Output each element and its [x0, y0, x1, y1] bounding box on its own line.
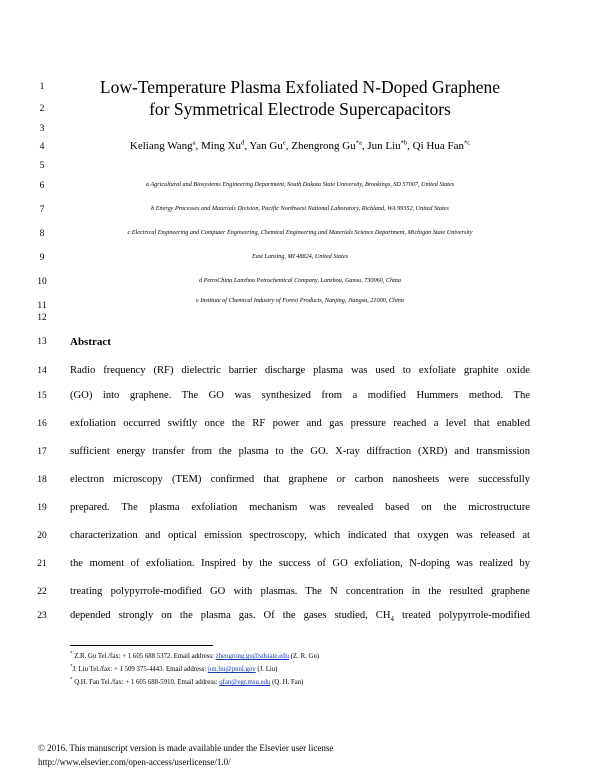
author-name: Yan Gu — [249, 140, 283, 152]
footnote-text: (Q. H. Fan) — [270, 679, 304, 686]
line-number: 14 — [37, 366, 47, 376]
email-link[interactable]: jun.liu@pnnl.gov — [207, 666, 256, 673]
abstract-heading: Abstract — [70, 336, 111, 348]
line-number: 22 — [37, 587, 47, 597]
footnote-text: Z.R. Gu Tel./fax: + 1 605 688 5372. Email address: — [72, 653, 216, 660]
subscript: 4 — [390, 615, 394, 624]
abstract-line: sufficient energy transfer from the plasma to the GO. X-ray diffraction (XRD) and transmission — [70, 446, 530, 457]
affiliation: East Lansing, MI 48824, United States — [251, 253, 349, 260]
footnote-text: (J. Liu) — [255, 666, 278, 673]
line-number: 20 — [37, 531, 47, 541]
author-name: Jun Liu — [367, 140, 401, 152]
author-affiliation-mark: *c — [463, 139, 471, 147]
line-number: 17 — [37, 447, 47, 457]
footnote — [70, 652, 319, 661]
author-separator: , — [244, 140, 250, 152]
paper-title-line-1: Low-Temperature Plasma Exfoliated N-Doped Graphene — [99, 77, 501, 97]
author-list — [60, 139, 540, 153]
footnote-mark: * — [70, 664, 73, 670]
affiliation: d PetroChina Lanzhou Petrochemical Company, Lanzhou, Gansu, 730060, China — [198, 277, 401, 284]
line-number: 11 — [37, 301, 47, 311]
author-separator: , — [361, 140, 368, 152]
line-number: 12 — [37, 313, 47, 323]
author-affiliation-mark: *b — [400, 139, 408, 147]
affiliation: c Electrical Engineering and Computer Engineering, Chemical Engineering and Materials Science Department, Michigan State University — [127, 229, 473, 236]
line-number: 7 — [39, 205, 45, 215]
line-number: 18 — [37, 475, 47, 485]
line-number: 4 — [39, 142, 45, 152]
email-link[interactable]: qfan@egr.msu.edu — [219, 679, 271, 686]
line-number: 15 — [37, 391, 47, 401]
abstract-line — [70, 609, 530, 623]
abstract-line: electron microscopy (TEM) confirmed that graphene or carbon nanosheets were successfully — [70, 474, 530, 485]
footnote-mark: * — [70, 677, 73, 683]
author-name: Keliang Wang — [129, 140, 193, 152]
abstract-line-text: treated polypyrrole-modified — [394, 610, 530, 621]
paper-title-line-2: for Symmetrical Electrode Supercapacitors — [149, 99, 451, 119]
license-notice: © 2016. This manuscript version is made available under the Elsevier user license — [38, 743, 334, 753]
abstract-line: exfoliation occurred swiftly once the RF power and gas pressure reached a level that enabled — [70, 418, 530, 429]
email-link[interactable]: zhengrong.gu@sdstate.edu — [215, 653, 290, 660]
affiliation: e Institute of Chemical Industry of Forest Products, Nanjing, Jiangsu, 21000, China — [195, 297, 404, 304]
abstract-line: treating polypyrrole-modified GO with plasmas. The N concentration in the resulted graphene — [70, 586, 530, 597]
footnote-mark: * — [70, 651, 73, 657]
author-separator: , — [195, 140, 202, 152]
author-name: Zhengrong Gu — [291, 140, 356, 152]
line-number: 6 — [39, 181, 45, 191]
abstract-line: prepared. The plasma exfoliation mechanism was revealed based on the microstructure — [70, 502, 530, 513]
author-affiliation-mark: *a — [355, 139, 362, 147]
abstract-line: characterization and optical emission spectroscopy, which indicated that oxygen was released at — [70, 530, 530, 541]
author-separator: , — [285, 140, 292, 152]
footnote — [70, 678, 303, 687]
line-number: 5 — [39, 161, 45, 171]
line-number: 2 — [39, 104, 45, 114]
line-number: 1 — [39, 82, 45, 92]
line-number: 21 — [37, 559, 47, 569]
line-number: 10 — [37, 277, 47, 287]
footnote-text: J. Liu Tel./fax: + 1 509 375-4443. Email address: — [72, 666, 208, 673]
line-number: 16 — [37, 419, 47, 429]
abstract-line-text: depended strongly on the plasma gas. Of the gases studied, CH — [70, 610, 391, 621]
author-affiliation-mark: a — [192, 139, 196, 147]
footnote-text: Q.H. Fan Tel./fax: + 1 605 688-5910. Email address: — [72, 679, 220, 686]
author-affiliation-mark: e — [282, 139, 286, 147]
line-number: 9 — [39, 253, 45, 263]
footnote-rule — [70, 645, 213, 646]
author-separator: , — [407, 140, 413, 152]
line-number: 3 — [39, 124, 45, 134]
line-number: 13 — [37, 337, 47, 347]
author-name: Qi Hua Fan — [412, 140, 464, 152]
author-affiliation-mark: d — [241, 139, 245, 147]
footnote — [70, 665, 277, 674]
line-number: 19 — [37, 503, 47, 513]
abstract-line: (GO) into graphene. The GO was synthesized from a modified Hummers method. The — [70, 390, 530, 401]
author-name: Ming Xu — [201, 140, 242, 152]
license-url[interactable]: http://www.elsevier.com/open-access/userlicense/1.0/ — [38, 757, 231, 767]
affiliation: a Agricultural and Biosystems Engineering Department, South Dakota State University, Brookings, SD 57007, United States — [145, 181, 455, 188]
affiliation: b Energy Processes and Materials Division, Pacific Northwest National Laboratory, Richland, WA 99352, United States — [151, 205, 449, 212]
line-number: 23 — [37, 611, 47, 621]
abstract-line: Radio frequency (RF) dielectric barrier discharge plasma was used to exfoliate graphite oxide — [70, 365, 530, 376]
footnote-text: (Z. R. Gu) — [289, 653, 320, 660]
line-number: 8 — [39, 229, 45, 239]
abstract-line: the moment of exfoliation. Inspired by the success of GO exfoliation, N-doping was realized by — [70, 558, 530, 569]
